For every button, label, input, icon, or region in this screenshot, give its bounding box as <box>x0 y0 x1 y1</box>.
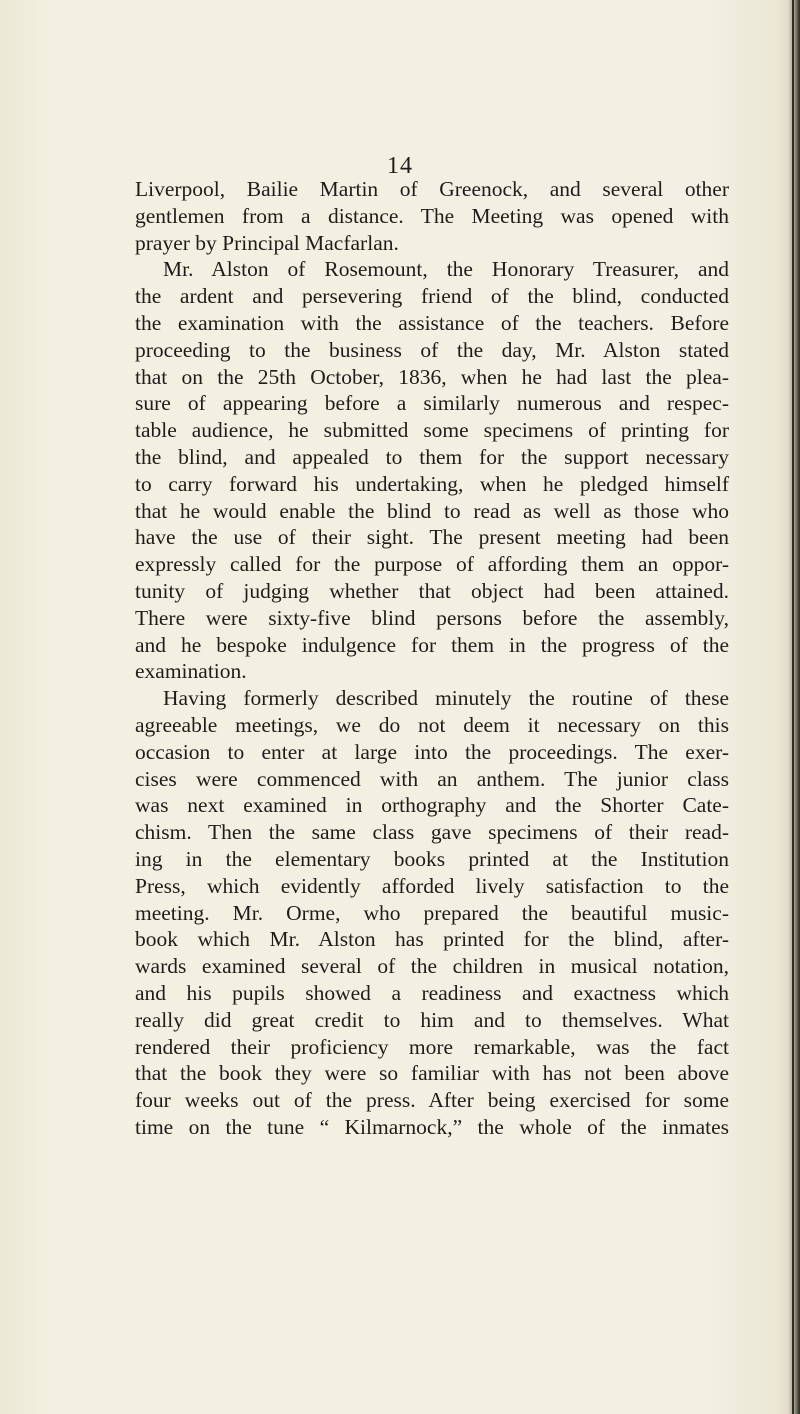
text-line: expressly called for the purpose of affording them an oppor- <box>135 552 729 577</box>
text-line: have the use of their sight. The present meeting had been <box>135 525 729 550</box>
text-line: gentlemen from a distance. The Meeting was opened with <box>135 203 729 228</box>
body-text <box>135 176 729 1141</box>
text-line: and he bespoke indulgence for them in the progress of the <box>135 632 729 657</box>
text-line: book which Mr. Alston has printed for the blind, after- <box>135 927 729 952</box>
text-line: meeting. Mr. Orme, who prepared the beautiful music- <box>135 900 729 925</box>
text-line: examination. <box>135 659 247 684</box>
text-line: occasion to enter at large into the proceedings. The exer- <box>135 739 729 764</box>
text-line: four weeks out of the press. After being exercised for some <box>135 1088 729 1113</box>
text-line: time on the tune “ Kilmarnock,” the whole of the inmates <box>135 1114 729 1139</box>
text-line: There were sixty-five blind persons before the assembly, <box>135 605 729 630</box>
text-line: Mr. Alston of Rosemount, the Honorary Treasurer, and <box>163 257 729 282</box>
text-line: agreeable meetings, we do not deem it necessary on this <box>135 712 729 737</box>
page-edge-line <box>792 0 794 1414</box>
text-line: really did great credit to him and to themselves. What <box>135 1007 729 1032</box>
text-line: and his pupils showed a readiness and exactness which <box>135 980 729 1005</box>
text-line: the ardent and persevering friend of the blind, conducted <box>135 284 729 309</box>
text-line: cises were commenced with an anthem. The junior class <box>135 766 729 791</box>
text-line: ing in the elementary books printed at the Institution <box>135 846 729 871</box>
text-line: table audience, he submitted some specimens of printing for <box>135 418 729 443</box>
text-line: Liverpool, Bailie Martin of Greenock, and several other <box>135 177 729 201</box>
text-line: to carry forward his undertaking, when he pledged himself <box>135 471 729 496</box>
text-line: sure of appearing before a similarly numerous and respec- <box>135 391 729 416</box>
text-line: Press, which evidently afforded lively satisfaction to the <box>135 873 729 898</box>
text-line: the examination with the assistance of the teachers. Before <box>135 310 729 335</box>
text-line: that he would enable the blind to read as well as those who <box>135 498 729 523</box>
text-line: prayer by Principal Macfarlan. <box>135 230 399 255</box>
page-number: 14 <box>387 153 413 179</box>
text-line: was next examined in orthography and the Shorter Cate- <box>135 793 729 818</box>
page-edge-shadow <box>788 0 800 1414</box>
text-line: the blind, and appealed to them for the support necessary <box>135 444 729 469</box>
text-line: rendered their proficiency more remarkable, was the fact <box>135 1034 729 1059</box>
text-line: tunity of judging whether that object had been attained. <box>135 578 729 603</box>
text-line: that on the 25th October, 1836, when he had last the plea- <box>135 364 729 389</box>
text-line: chism. Then the same class gave specimens of their read- <box>135 820 729 845</box>
text-line: that the book they were so familiar with has not been above <box>135 1061 729 1086</box>
text-line: proceeding to the business of the day, Mr. Alston stated <box>135 337 729 362</box>
text-line: Having formerly described minutely the routine of these <box>163 686 729 711</box>
text-line: wards examined several of the children in musical notation, <box>135 954 729 979</box>
